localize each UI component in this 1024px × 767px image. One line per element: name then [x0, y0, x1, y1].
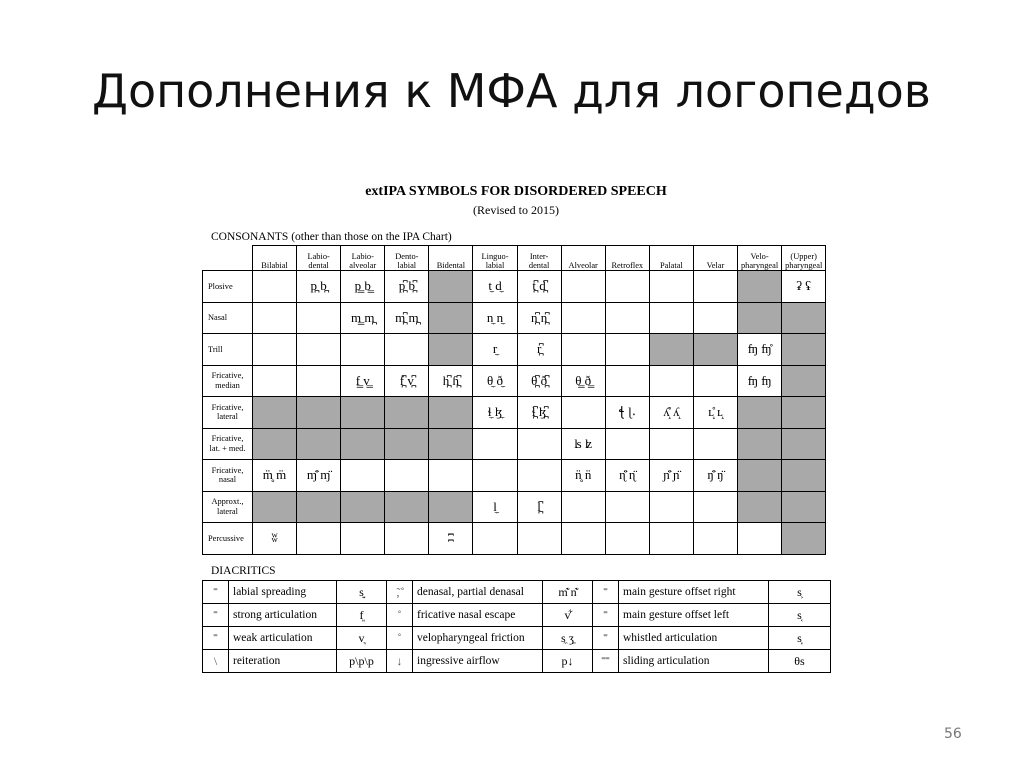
column-header: Linguo- labial [473, 246, 517, 271]
row-header: Fricative, nasal [203, 460, 253, 492]
symbol-cell: p̪ b̪ [297, 271, 341, 303]
symbol-cell [605, 491, 649, 523]
row-header: Percussive [203, 523, 253, 555]
shaded-cell [429, 491, 473, 523]
diacritic-example: θs [769, 650, 831, 673]
diacritic-row [203, 627, 831, 650]
table-row [203, 397, 826, 429]
diacritic-label: ingressive airflow [413, 650, 543, 673]
diacritic-example: s͎ [769, 627, 831, 650]
column-header: Labio- dental [297, 246, 341, 271]
table-corner [203, 246, 253, 271]
symbol-cell [341, 523, 385, 555]
symbol-cell [385, 334, 429, 366]
column-header: Retroflex [605, 246, 649, 271]
symbol-cell [341, 460, 385, 492]
diacritic-label: denasal, partial denasal [413, 581, 543, 604]
symbol-cell [693, 428, 737, 460]
shaded-cell [253, 428, 297, 460]
symbol-cell: n̼ n̼ [473, 302, 517, 334]
shaded-cell [253, 491, 297, 523]
symbol-cell [605, 523, 649, 555]
diacritic-example: p↓ [543, 650, 593, 673]
diacritic-symbol [387, 627, 413, 650]
shaded-cell [429, 302, 473, 334]
diacritic-label: main gesture offset left [619, 604, 769, 627]
shaded-cell [782, 302, 826, 334]
shaded-cell [649, 334, 693, 366]
symbol-cell: l̪͆ [517, 491, 561, 523]
shaded-cell [738, 397, 782, 429]
shaded-cell [738, 302, 782, 334]
column-header: Velo- pharyngeal [738, 246, 782, 271]
shaded-cell [429, 428, 473, 460]
diacritic-symbol: ̃, ̊ [387, 581, 413, 604]
symbol-cell [473, 428, 517, 460]
symbol-cell: h̪͆ ɦ̪͆ [429, 365, 473, 397]
row-header: Fricative, median [203, 365, 253, 397]
symbol-cell: ɱ̊̈ ɱ̈ [297, 460, 341, 492]
shaded-cell [738, 428, 782, 460]
row-header: Fricative, lateral [203, 397, 253, 429]
symbol-cell [253, 365, 297, 397]
consonants-label: CONSONANTS (other than those on the IPA Chart) [211, 231, 452, 243]
row-header: Nasal [203, 302, 253, 334]
diacritic-example: s͔ [769, 604, 831, 627]
shaded-cell [429, 397, 473, 429]
table-row [203, 365, 826, 397]
row-header: Fricative, lat. + med. [203, 428, 253, 460]
diacritic-symbol: ˭ [593, 604, 619, 627]
symbol-cell [341, 334, 385, 366]
symbol-cell [385, 460, 429, 492]
shaded-cell [385, 491, 429, 523]
shaded-cell [297, 428, 341, 460]
shaded-cell [782, 334, 826, 366]
diacritic-example: p\p\p [337, 650, 387, 673]
diacritic-symbol: ↓ [387, 650, 413, 673]
symbol-cell [253, 334, 297, 366]
symbol-cell [649, 523, 693, 555]
row-header: Trill [203, 334, 253, 366]
shaded-cell [738, 491, 782, 523]
diacritics-label: DIACRITICS [211, 565, 276, 577]
symbol-cell [561, 334, 605, 366]
shaded-cell [341, 397, 385, 429]
symbol-cell [385, 523, 429, 555]
diacritic-symbol: ˭ [203, 581, 229, 604]
diacritic-symbol: ˭ [593, 581, 619, 604]
diacritic-row [203, 604, 831, 627]
shaded-cell [782, 491, 826, 523]
shaded-cell [782, 460, 826, 492]
shaded-cell [341, 428, 385, 460]
diacritic-example: s͍ [337, 581, 387, 604]
symbol-cell: f̪͆ v̪͆ [385, 365, 429, 397]
symbol-cell [297, 365, 341, 397]
symbol-cell [517, 460, 561, 492]
diacritic-label: reiteration [229, 650, 337, 673]
shaded-cell [738, 271, 782, 303]
diacritic-row [203, 650, 831, 673]
shaded-cell [341, 491, 385, 523]
shaded-cell [738, 460, 782, 492]
symbol-cell [649, 365, 693, 397]
diacritic-symbol: ˭˭ [593, 650, 619, 673]
symbol-cell [693, 271, 737, 303]
diacritic-label: fricative nasal escape [413, 604, 543, 627]
diacritic-label: velopharyngeal friction [413, 627, 543, 650]
column-header: Inter- dental [517, 246, 561, 271]
symbol-cell [693, 523, 737, 555]
diacritic-label: main gesture offset right [619, 581, 769, 604]
shaded-cell [429, 334, 473, 366]
symbol-cell [693, 491, 737, 523]
column-header: Palatal [649, 246, 693, 271]
shaded-cell [429, 271, 473, 303]
symbol-cell: θ͇ ð͇ [561, 365, 605, 397]
diacritic-symbol [387, 604, 413, 627]
symbol-cell [473, 460, 517, 492]
table-row [203, 460, 826, 492]
symbol-cell: ɬ̪͆ ɮ̪͆ [517, 397, 561, 429]
chart-title: extIPA SYMBOLS FOR DISORDERED SPEECH [365, 184, 667, 199]
symbol-cell: m̥̈ m̈ [253, 460, 297, 492]
symbol-cell [649, 428, 693, 460]
symbol-cell: f͇ v͇ [341, 365, 385, 397]
symbol-cell [517, 523, 561, 555]
symbol-cell [738, 523, 782, 555]
symbol-cell [517, 428, 561, 460]
table-row [203, 428, 826, 460]
symbol-cell: p͇ b͇ [341, 271, 385, 303]
symbol-cell: ɲ̊̈ ɲ̈ [649, 460, 693, 492]
page-number: 56 [944, 726, 962, 742]
symbol-cell [473, 523, 517, 555]
diacritic-row [203, 581, 831, 604]
symbol-cell: t̼ d̼ [473, 271, 517, 303]
shaded-cell [782, 428, 826, 460]
symbol-cell [649, 271, 693, 303]
diacritic-symbol: ˭ [593, 627, 619, 650]
diacritic-example: v͋ [543, 604, 593, 627]
shaded-cell [297, 491, 341, 523]
symbol-cell: ʩ ʩ̊ [738, 334, 782, 366]
diacritic-symbol: ˭ [203, 627, 229, 650]
consonants-table [202, 245, 826, 555]
symbol-cell: ʎ̝̊ ʎ̝ [649, 397, 693, 429]
symbol-cell: p̪͆ b̪͆ [385, 271, 429, 303]
symbol-cell: ʭ [429, 523, 473, 555]
symbol-cell: r̼ [473, 334, 517, 366]
column-header: Dento- labial [385, 246, 429, 271]
diacritics-table [202, 580, 831, 673]
symbol-cell: ɳ̊̈ ɳ̈ [605, 460, 649, 492]
diacritic-label: sliding articulation [619, 650, 769, 673]
diacritic-example: s͕ [769, 581, 831, 604]
symbol-cell [429, 460, 473, 492]
shaded-cell [385, 397, 429, 429]
symbol-cell: m͇ m̪ [341, 302, 385, 334]
symbol-cell [297, 302, 341, 334]
symbol-cell [253, 271, 297, 303]
table-row [203, 523, 826, 555]
symbol-cell [561, 302, 605, 334]
symbol-cell: ʪ ʫ [561, 428, 605, 460]
symbol-cell [649, 491, 693, 523]
table-row [203, 302, 826, 334]
symbol-cell [693, 302, 737, 334]
symbol-cell [605, 428, 649, 460]
diacritic-example: v͉ [337, 627, 387, 650]
symbol-cell [561, 271, 605, 303]
symbol-cell [605, 302, 649, 334]
table-row [203, 271, 826, 303]
symbol-cell: ꞎ ɭ˔ [605, 397, 649, 429]
column-header: Labio- alveolar [341, 246, 385, 271]
diacritic-example: m͊ n͊ [543, 581, 593, 604]
diacritic-example: f͈ [337, 604, 387, 627]
symbol-cell: ʩ ʩ [738, 365, 782, 397]
symbol-cell: ŋ̊̈ ŋ̈ [693, 460, 737, 492]
diacritic-example: s̼ ʒ̼ [543, 627, 593, 650]
diacritic-label: whistled articulation [619, 627, 769, 650]
shaded-cell [782, 397, 826, 429]
column-header: Bilabial [253, 246, 297, 271]
symbol-cell: ʟ̝̊ ʟ̝ [693, 397, 737, 429]
symbol-cell [297, 523, 341, 555]
shaded-cell [782, 523, 826, 555]
column-header: Velar [693, 246, 737, 271]
symbol-cell [561, 523, 605, 555]
column-header: Bidental [429, 246, 473, 271]
slide-title: Дополнения к МФА для логопедов [92, 64, 931, 118]
row-header: Approxt., lateral [203, 491, 253, 523]
row-header: Plosive [203, 271, 253, 303]
symbol-cell [561, 491, 605, 523]
symbol-cell: n̪͆ n̪͆ [517, 302, 561, 334]
shaded-cell [782, 365, 826, 397]
symbol-cell: ʡ ʢ [782, 271, 826, 303]
symbol-cell [693, 365, 737, 397]
column-header: Alveolar [561, 246, 605, 271]
symbol-cell [253, 302, 297, 334]
symbol-cell: n̥̈ n̈ [561, 460, 605, 492]
column-header: (Upper) pharyngeal [782, 246, 826, 271]
symbol-cell [605, 334, 649, 366]
symbol-cell [297, 334, 341, 366]
shaded-cell [253, 397, 297, 429]
symbol-cell: θ̼ ð̼ [473, 365, 517, 397]
symbol-cell: l̼ [473, 491, 517, 523]
symbol-cell: ʬ [253, 523, 297, 555]
symbol-cell [605, 365, 649, 397]
symbol-cell: r̪͆ [517, 334, 561, 366]
symbol-cell [649, 302, 693, 334]
shaded-cell [385, 428, 429, 460]
diacritic-label: labial spreading [229, 581, 337, 604]
chart-subtitle: (Revised to 2015) [473, 203, 559, 217]
table-row [203, 334, 826, 366]
symbol-cell: t̪͆ d̪͆ [517, 271, 561, 303]
table-row [203, 491, 826, 523]
symbol-cell [605, 271, 649, 303]
diacritic-symbol: \ [203, 650, 229, 673]
diacritic-label: strong articulation [229, 604, 337, 627]
symbol-cell: ɬ̼ ɮ̼ [473, 397, 517, 429]
symbol-cell: θ̪͆ ð̪͆ [517, 365, 561, 397]
symbol-cell: m̪͆ m̪ [385, 302, 429, 334]
shaded-cell [693, 334, 737, 366]
diacritic-label: weak articulation [229, 627, 337, 650]
shaded-cell [297, 397, 341, 429]
diacritic-symbol: ˭ [203, 604, 229, 627]
symbol-cell [561, 397, 605, 429]
